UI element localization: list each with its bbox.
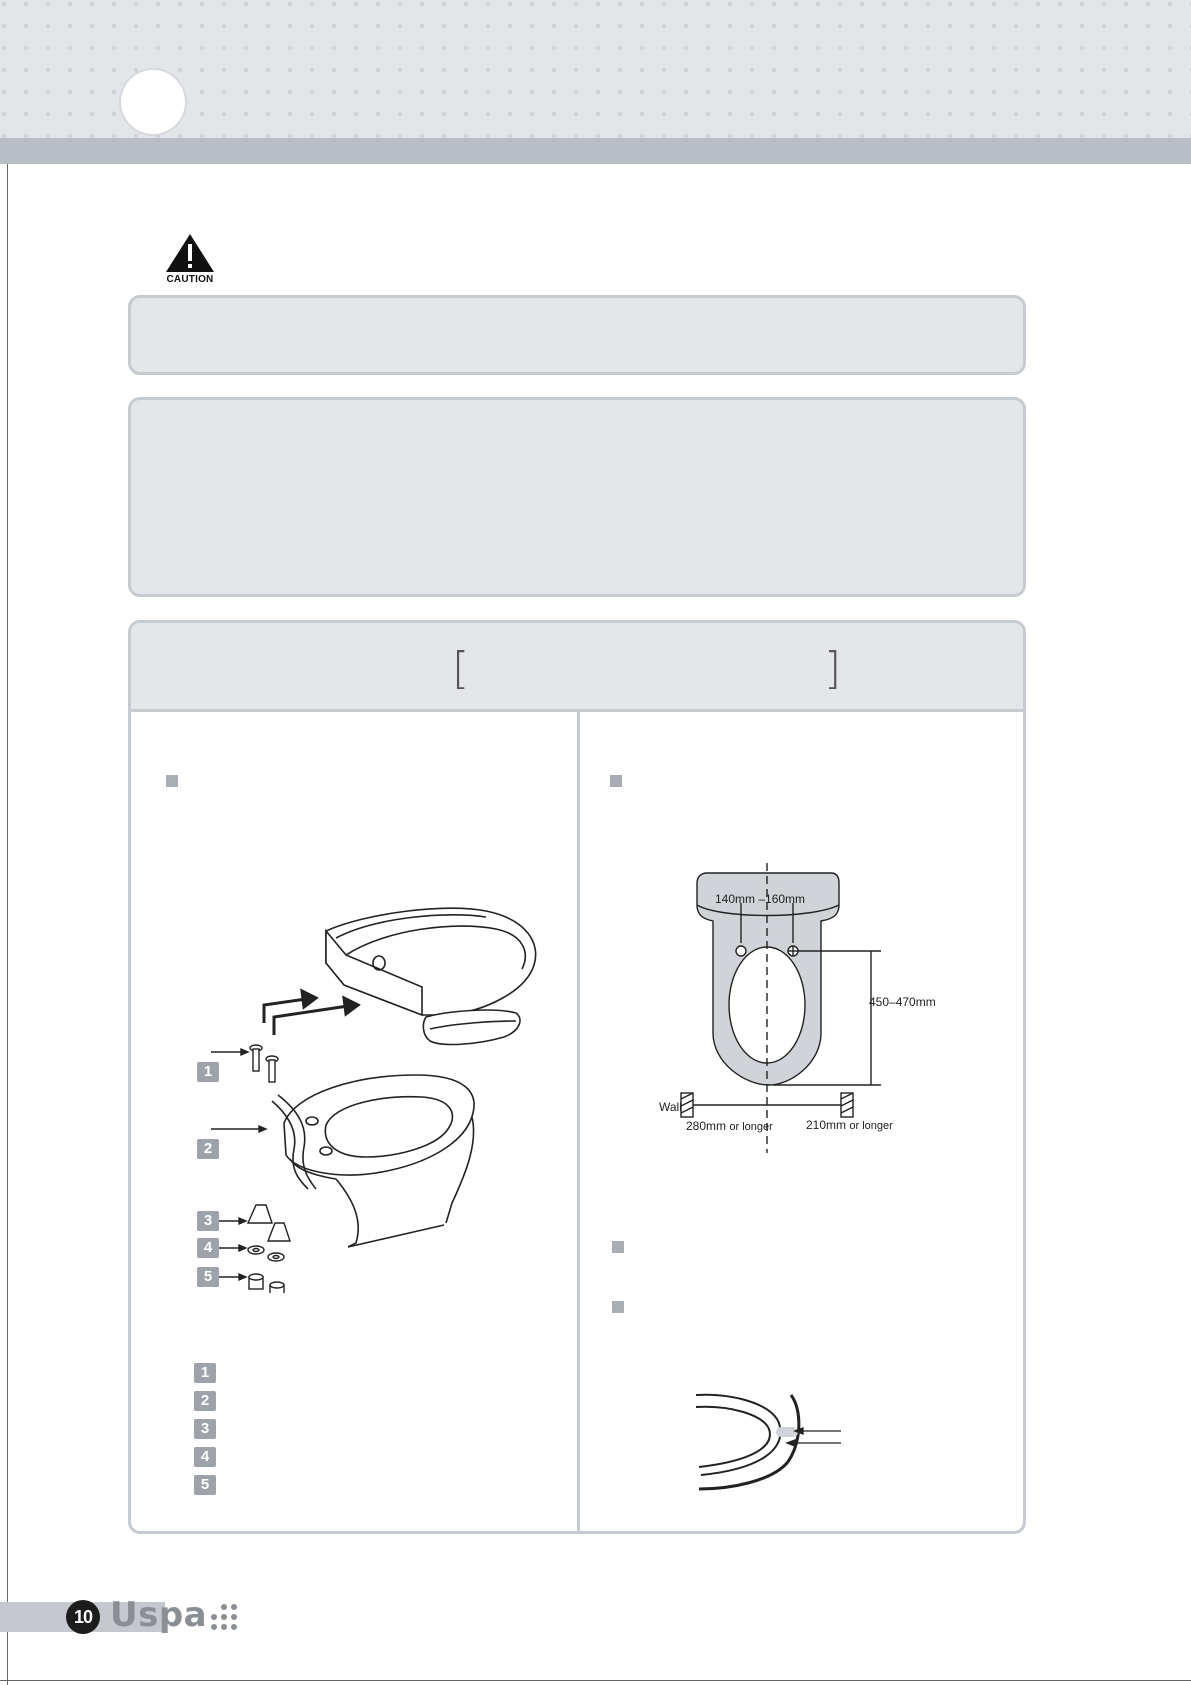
panel-divider bbox=[577, 712, 580, 1534]
callout-badge-2: 2 bbox=[197, 1139, 219, 1159]
seat-dimensions-diagram bbox=[641, 863, 1001, 1153]
brand-dots-icon bbox=[208, 1603, 240, 1633]
wall-label: Wall bbox=[659, 1100, 682, 1114]
bullet-square-icon bbox=[166, 775, 178, 787]
legend-badge-4: 4 bbox=[194, 1447, 216, 1467]
legend-badge-3: 3 bbox=[194, 1419, 216, 1439]
seat-edge-detail bbox=[691, 1393, 871, 1493]
callout-badge-1: 1 bbox=[197, 1062, 219, 1082]
left-clearance-label: 280mm or longer bbox=[686, 1119, 773, 1133]
installation-panel bbox=[128, 620, 1026, 1534]
header-circle bbox=[121, 70, 185, 134]
caution-label: CAUTION bbox=[166, 274, 214, 285]
seat-length-label: 450–470mm bbox=[869, 995, 936, 1009]
bullet-square-icon bbox=[612, 1301, 624, 1313]
callout-badge-5: 5 bbox=[197, 1267, 219, 1287]
brand-logo: Uspa bbox=[110, 1595, 208, 1635]
legend-badge-5: 5 bbox=[194, 1475, 216, 1495]
caution-note-box bbox=[128, 295, 1026, 375]
bullet-square-icon bbox=[610, 775, 622, 787]
open-bracket: [ bbox=[452, 643, 470, 694]
legend-badge-1: 1 bbox=[194, 1363, 216, 1383]
page-bottom-edge bbox=[0, 1680, 1191, 1681]
hole-spacing-label: 140mm –160mm bbox=[715, 892, 806, 906]
bullet-square-icon bbox=[612, 1241, 624, 1253]
callout-badge-4: 4 bbox=[197, 1238, 219, 1258]
callout-badge-3: 3 bbox=[197, 1211, 219, 1231]
page-number: 10 bbox=[66, 1600, 100, 1634]
warning-triangle-icon bbox=[165, 233, 215, 273]
header-strip bbox=[0, 138, 1191, 164]
close-bracket: ] bbox=[824, 643, 842, 694]
legend-badge-2: 2 bbox=[194, 1391, 216, 1411]
panel-header bbox=[131, 623, 1023, 712]
right-clearance-label: 210mm or longer bbox=[806, 1118, 893, 1132]
caution-sign bbox=[160, 233, 220, 287]
instruction-box bbox=[128, 397, 1026, 597]
page-edge bbox=[0, 0, 8, 1685]
installation-illustration bbox=[186, 903, 566, 1293]
